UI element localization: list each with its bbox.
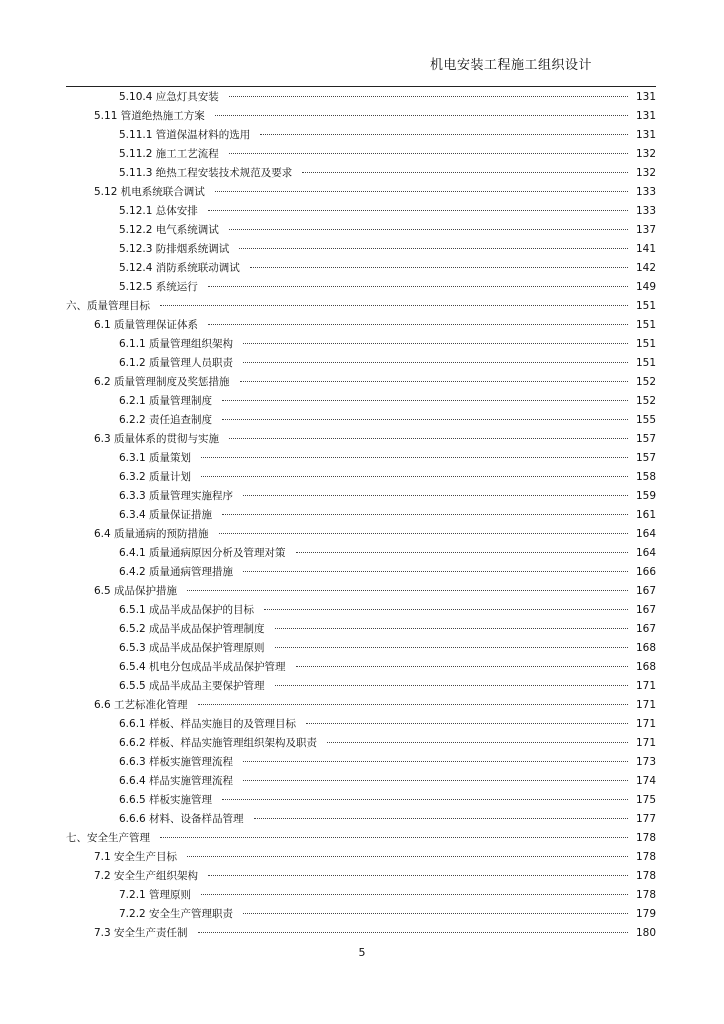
toc-entry-label: 6.3.2 质量计划	[119, 471, 192, 483]
toc-dot-leader	[275, 647, 628, 648]
toc-entry-page: 178	[635, 870, 656, 882]
toc-entry[interactable]	[66, 734, 656, 753]
toc-dot-leader	[264, 609, 628, 610]
toc-entry[interactable]	[66, 620, 656, 639]
toc-entry-label: 5.12.4 消防系统联动调试	[119, 262, 240, 274]
toc-entry[interactable]	[66, 525, 656, 544]
page-header-title: 机电安装工程施工组织设计	[429, 58, 592, 73]
toc-entry-label: 6.3.1 质量策划	[119, 452, 192, 464]
toc-entry[interactable]	[66, 297, 656, 316]
toc-entry-label: 5.12.5 系统运行	[119, 281, 198, 293]
toc-entry-label: 6.4.2 质量通病管理措施	[119, 566, 234, 578]
toc-entry-label: 5.11.1 管道保温材料的选用	[119, 129, 251, 141]
toc-entry-label: 6.3 质量体系的贯彻与实施	[94, 433, 220, 445]
toc-entry[interactable]	[66, 259, 656, 278]
toc-entry-label: 7.1 安全生产目标	[94, 851, 178, 863]
toc-dot-leader	[306, 723, 628, 724]
table-of-contents	[66, 88, 656, 943]
toc-entry[interactable]	[66, 924, 656, 943]
toc-dot-leader	[229, 438, 628, 439]
toc-entry[interactable]	[66, 810, 656, 829]
toc-dot-leader	[229, 153, 628, 154]
toc-dot-leader	[198, 704, 628, 705]
toc-entry[interactable]	[66, 240, 656, 259]
toc-dot-leader	[275, 685, 628, 686]
toc-entry[interactable]	[66, 145, 656, 164]
toc-entry-page: 151	[635, 300, 656, 312]
toc-entry-label: 6.2 质量管理制度及奖惩措施	[94, 376, 230, 388]
toc-entry[interactable]	[66, 316, 656, 335]
toc-entry[interactable]	[66, 905, 656, 924]
toc-entry-page: 164	[635, 528, 656, 540]
toc-dot-leader	[222, 419, 628, 420]
toc-dot-leader	[327, 742, 628, 743]
toc-entry[interactable]	[66, 867, 656, 886]
toc-dot-leader	[254, 818, 628, 819]
toc-entry-page: 141	[635, 243, 656, 255]
toc-dot-leader	[250, 267, 628, 268]
toc-entry-label: 6.6.6 材料、设备样品管理	[119, 813, 244, 825]
toc-entry-label: 7.2.2 安全生产管理职责	[119, 908, 234, 920]
toc-entry-page: 167	[635, 604, 656, 616]
toc-entry-label: 6.1 质量管理保证体系	[94, 319, 199, 331]
toc-dot-leader	[215, 115, 628, 116]
toc-dot-leader	[201, 457, 628, 458]
toc-entry[interactable]	[66, 392, 656, 411]
toc-entry-page: 149	[635, 281, 656, 293]
toc-entry-label: 5.10.4 应急灯具安装	[119, 91, 219, 103]
toc-entry-label: 6.1.2 质量管理人员职责	[119, 357, 234, 369]
toc-entry-label: 6.3.3 质量管理实施程序	[119, 490, 234, 502]
toc-entry[interactable]	[66, 411, 656, 430]
toc-entry[interactable]	[66, 278, 656, 297]
toc-entry-page: 131	[635, 91, 656, 103]
toc-entry-page: 151	[635, 319, 656, 331]
toc-entry-label: 7.3 安全生产责任制	[94, 927, 188, 939]
toc-entry-page: 167	[635, 585, 656, 597]
toc-dot-leader	[222, 799, 628, 800]
toc-entry[interactable]	[66, 677, 656, 696]
toc-dot-leader	[215, 191, 628, 192]
toc-entry[interactable]	[66, 88, 656, 107]
toc-entry[interactable]	[66, 430, 656, 449]
toc-entry-page: 152	[635, 376, 656, 388]
toc-entry-page: 171	[635, 699, 656, 711]
toc-entry-page: 131	[635, 129, 656, 141]
toc-entry-page: 171	[635, 737, 656, 749]
toc-entry-label: 6.6 工艺标准化管理	[94, 699, 188, 711]
toc-entry-label: 5.12 机电系统联合调试	[94, 186, 205, 198]
toc-entry[interactable]	[66, 829, 656, 848]
toc-entry-page: 166	[635, 566, 656, 578]
toc-dot-leader	[243, 761, 628, 762]
toc-dot-leader	[243, 495, 628, 496]
toc-entry-page: 132	[635, 167, 656, 179]
toc-entry-page: 159	[635, 490, 656, 502]
toc-entry[interactable]	[66, 126, 656, 145]
toc-entry-label: 6.6.4 样品实施管理流程	[119, 775, 234, 787]
toc-dot-leader	[208, 875, 628, 876]
toc-entry[interactable]	[66, 639, 656, 658]
toc-entry-label: 6.5.4 机电分包成品半成品保护管理	[119, 661, 286, 673]
toc-dot-leader	[243, 780, 628, 781]
toc-dot-leader	[243, 362, 628, 363]
toc-entry[interactable]	[66, 715, 656, 734]
toc-entry-page: 133	[635, 186, 656, 198]
toc-dot-leader	[229, 229, 628, 230]
toc-dot-leader	[219, 533, 628, 534]
toc-entry-label: 5.12.1 总体安排	[119, 205, 198, 217]
toc-entry-label: 5.12.3 防排烟系统调试	[119, 243, 230, 255]
toc-entry-label: 5.11.2 施工工艺流程	[119, 148, 219, 160]
toc-entry-page: 175	[635, 794, 656, 806]
toc-entry-page: 173	[635, 756, 656, 768]
toc-entry[interactable]	[66, 164, 656, 183]
toc-dot-leader	[208, 324, 628, 325]
toc-entry-page: 137	[635, 224, 656, 236]
toc-entry-page: 151	[635, 357, 656, 369]
toc-dot-leader	[187, 590, 628, 591]
toc-entry-page: 178	[635, 851, 656, 863]
toc-entry[interactable]	[66, 468, 656, 487]
toc-entry[interactable]	[66, 506, 656, 525]
toc-dot-leader	[239, 248, 628, 249]
toc-dot-leader	[229, 96, 628, 97]
toc-entry-page: 174	[635, 775, 656, 787]
toc-entry-page: 133	[635, 205, 656, 217]
toc-entry-label: 6.2.2 责任追查制度	[119, 414, 213, 426]
toc-dot-leader	[243, 913, 628, 914]
toc-entry-page: 132	[635, 148, 656, 160]
toc-entry[interactable]	[66, 544, 656, 563]
toc-dot-leader	[160, 837, 628, 838]
toc-entry-label: 6.6.2 样板、样品实施管理组织架构及职责	[119, 737, 318, 749]
toc-dot-leader	[208, 210, 628, 211]
page-number: 5	[358, 946, 366, 959]
toc-entry-page: 158	[635, 471, 656, 483]
toc-entry[interactable]	[66, 107, 656, 126]
toc-entry-page: 167	[635, 623, 656, 635]
toc-entry[interactable]	[66, 791, 656, 810]
toc-dot-leader	[260, 134, 628, 135]
toc-entry[interactable]	[66, 221, 656, 240]
toc-entry[interactable]	[66, 183, 656, 202]
toc-entry-page: 155	[635, 414, 656, 426]
toc-entry-label: 6.3.4 质量保证措施	[119, 509, 213, 521]
toc-entry-label: 6.4 质量通病的预防措施	[94, 528, 209, 540]
toc-entry-page: 178	[635, 889, 656, 901]
toc-entry-label: 7.2.1 管理原则	[119, 889, 192, 901]
toc-entry-label: 5.12.2 电气系统调试	[119, 224, 219, 236]
toc-entry-label: 6.2.1 质量管理制度	[119, 395, 213, 407]
toc-entry-page: 157	[635, 433, 656, 445]
toc-dot-leader	[222, 514, 628, 515]
toc-entry-label: 7.2 安全生产组织架构	[94, 870, 199, 882]
toc-entry-page: 179	[635, 908, 656, 920]
toc-dot-leader	[240, 381, 628, 382]
toc-entry[interactable]	[66, 772, 656, 791]
toc-entry-label: 6.6.5 样板实施管理	[119, 794, 213, 806]
toc-entry-label: 六、质量管理目标	[66, 300, 150, 312]
toc-entry[interactable]	[66, 487, 656, 506]
toc-entry-page: 168	[635, 642, 656, 654]
toc-dot-leader	[243, 343, 628, 344]
toc-entry[interactable]	[66, 582, 656, 601]
toc-entry[interactable]	[66, 202, 656, 221]
toc-dot-leader	[275, 628, 628, 629]
toc-entry-label: 七、安全生产管理	[66, 832, 150, 844]
toc-entry-page: 131	[635, 110, 656, 122]
toc-entry[interactable]	[66, 563, 656, 582]
toc-entry-label: 6.5 成品保护措施	[94, 585, 178, 597]
toc-entry-label: 5.11 管道绝热施工方案	[94, 110, 205, 122]
toc-entry[interactable]	[66, 886, 656, 905]
toc-dot-leader	[222, 400, 628, 401]
toc-dot-leader	[160, 305, 628, 306]
toc-dot-leader	[243, 571, 628, 572]
toc-entry-page: 168	[635, 661, 656, 673]
toc-dot-leader	[201, 894, 628, 895]
toc-entry[interactable]	[66, 354, 656, 373]
toc-entry-page: 151	[635, 338, 656, 350]
toc-entry[interactable]	[66, 335, 656, 354]
toc-entry-label: 6.5.1 成品半成品保护的目标	[119, 604, 255, 616]
toc-dot-leader	[208, 286, 628, 287]
toc-entry-page: 164	[635, 547, 656, 559]
toc-entry-page: 142	[635, 262, 656, 274]
toc-entry[interactable]	[66, 601, 656, 620]
toc-entry[interactable]	[66, 658, 656, 677]
toc-dot-leader	[187, 856, 628, 857]
toc-entry-label: 6.6.1 样板、样品实施目的及管理目标	[119, 718, 297, 730]
toc-entry-page: 152	[635, 395, 656, 407]
toc-entry-label: 6.5.5 成品半成品主要保护管理	[119, 680, 265, 692]
toc-entry-label: 6.5.2 成品半成品保护管理制度	[119, 623, 265, 635]
header-divider	[66, 86, 656, 87]
toc-entry-label: 6.4.1 质量通病原因分析及管理对策	[119, 547, 286, 559]
toc-entry-page: 157	[635, 452, 656, 464]
toc-entry-page: 177	[635, 813, 656, 825]
toc-entry-page: 171	[635, 718, 656, 730]
toc-entry-label: 5.11.3 绝热工程安装技术规范及要求	[119, 167, 293, 179]
toc-entry[interactable]	[66, 449, 656, 468]
toc-entry-label: 6.6.3 样板实施管理流程	[119, 756, 234, 768]
toc-entry-page: 171	[635, 680, 656, 692]
toc-dot-leader	[302, 172, 628, 173]
toc-entry-page: 178	[635, 832, 656, 844]
toc-entry-page: 161	[635, 509, 656, 521]
toc-entry-label: 6.5.3 成品半成品保护管理原则	[119, 642, 265, 654]
toc-dot-leader	[201, 476, 628, 477]
toc-entry-label: 6.1.1 质量管理组织架构	[119, 338, 234, 350]
toc-entry[interactable]	[66, 373, 656, 392]
toc-entry[interactable]	[66, 753, 656, 772]
toc-dot-leader	[198, 932, 628, 933]
toc-dot-leader	[296, 666, 628, 667]
toc-entry[interactable]	[66, 848, 656, 867]
toc-dot-leader	[296, 552, 628, 553]
toc-entry[interactable]	[66, 696, 656, 715]
toc-entry-page: 180	[635, 927, 656, 939]
